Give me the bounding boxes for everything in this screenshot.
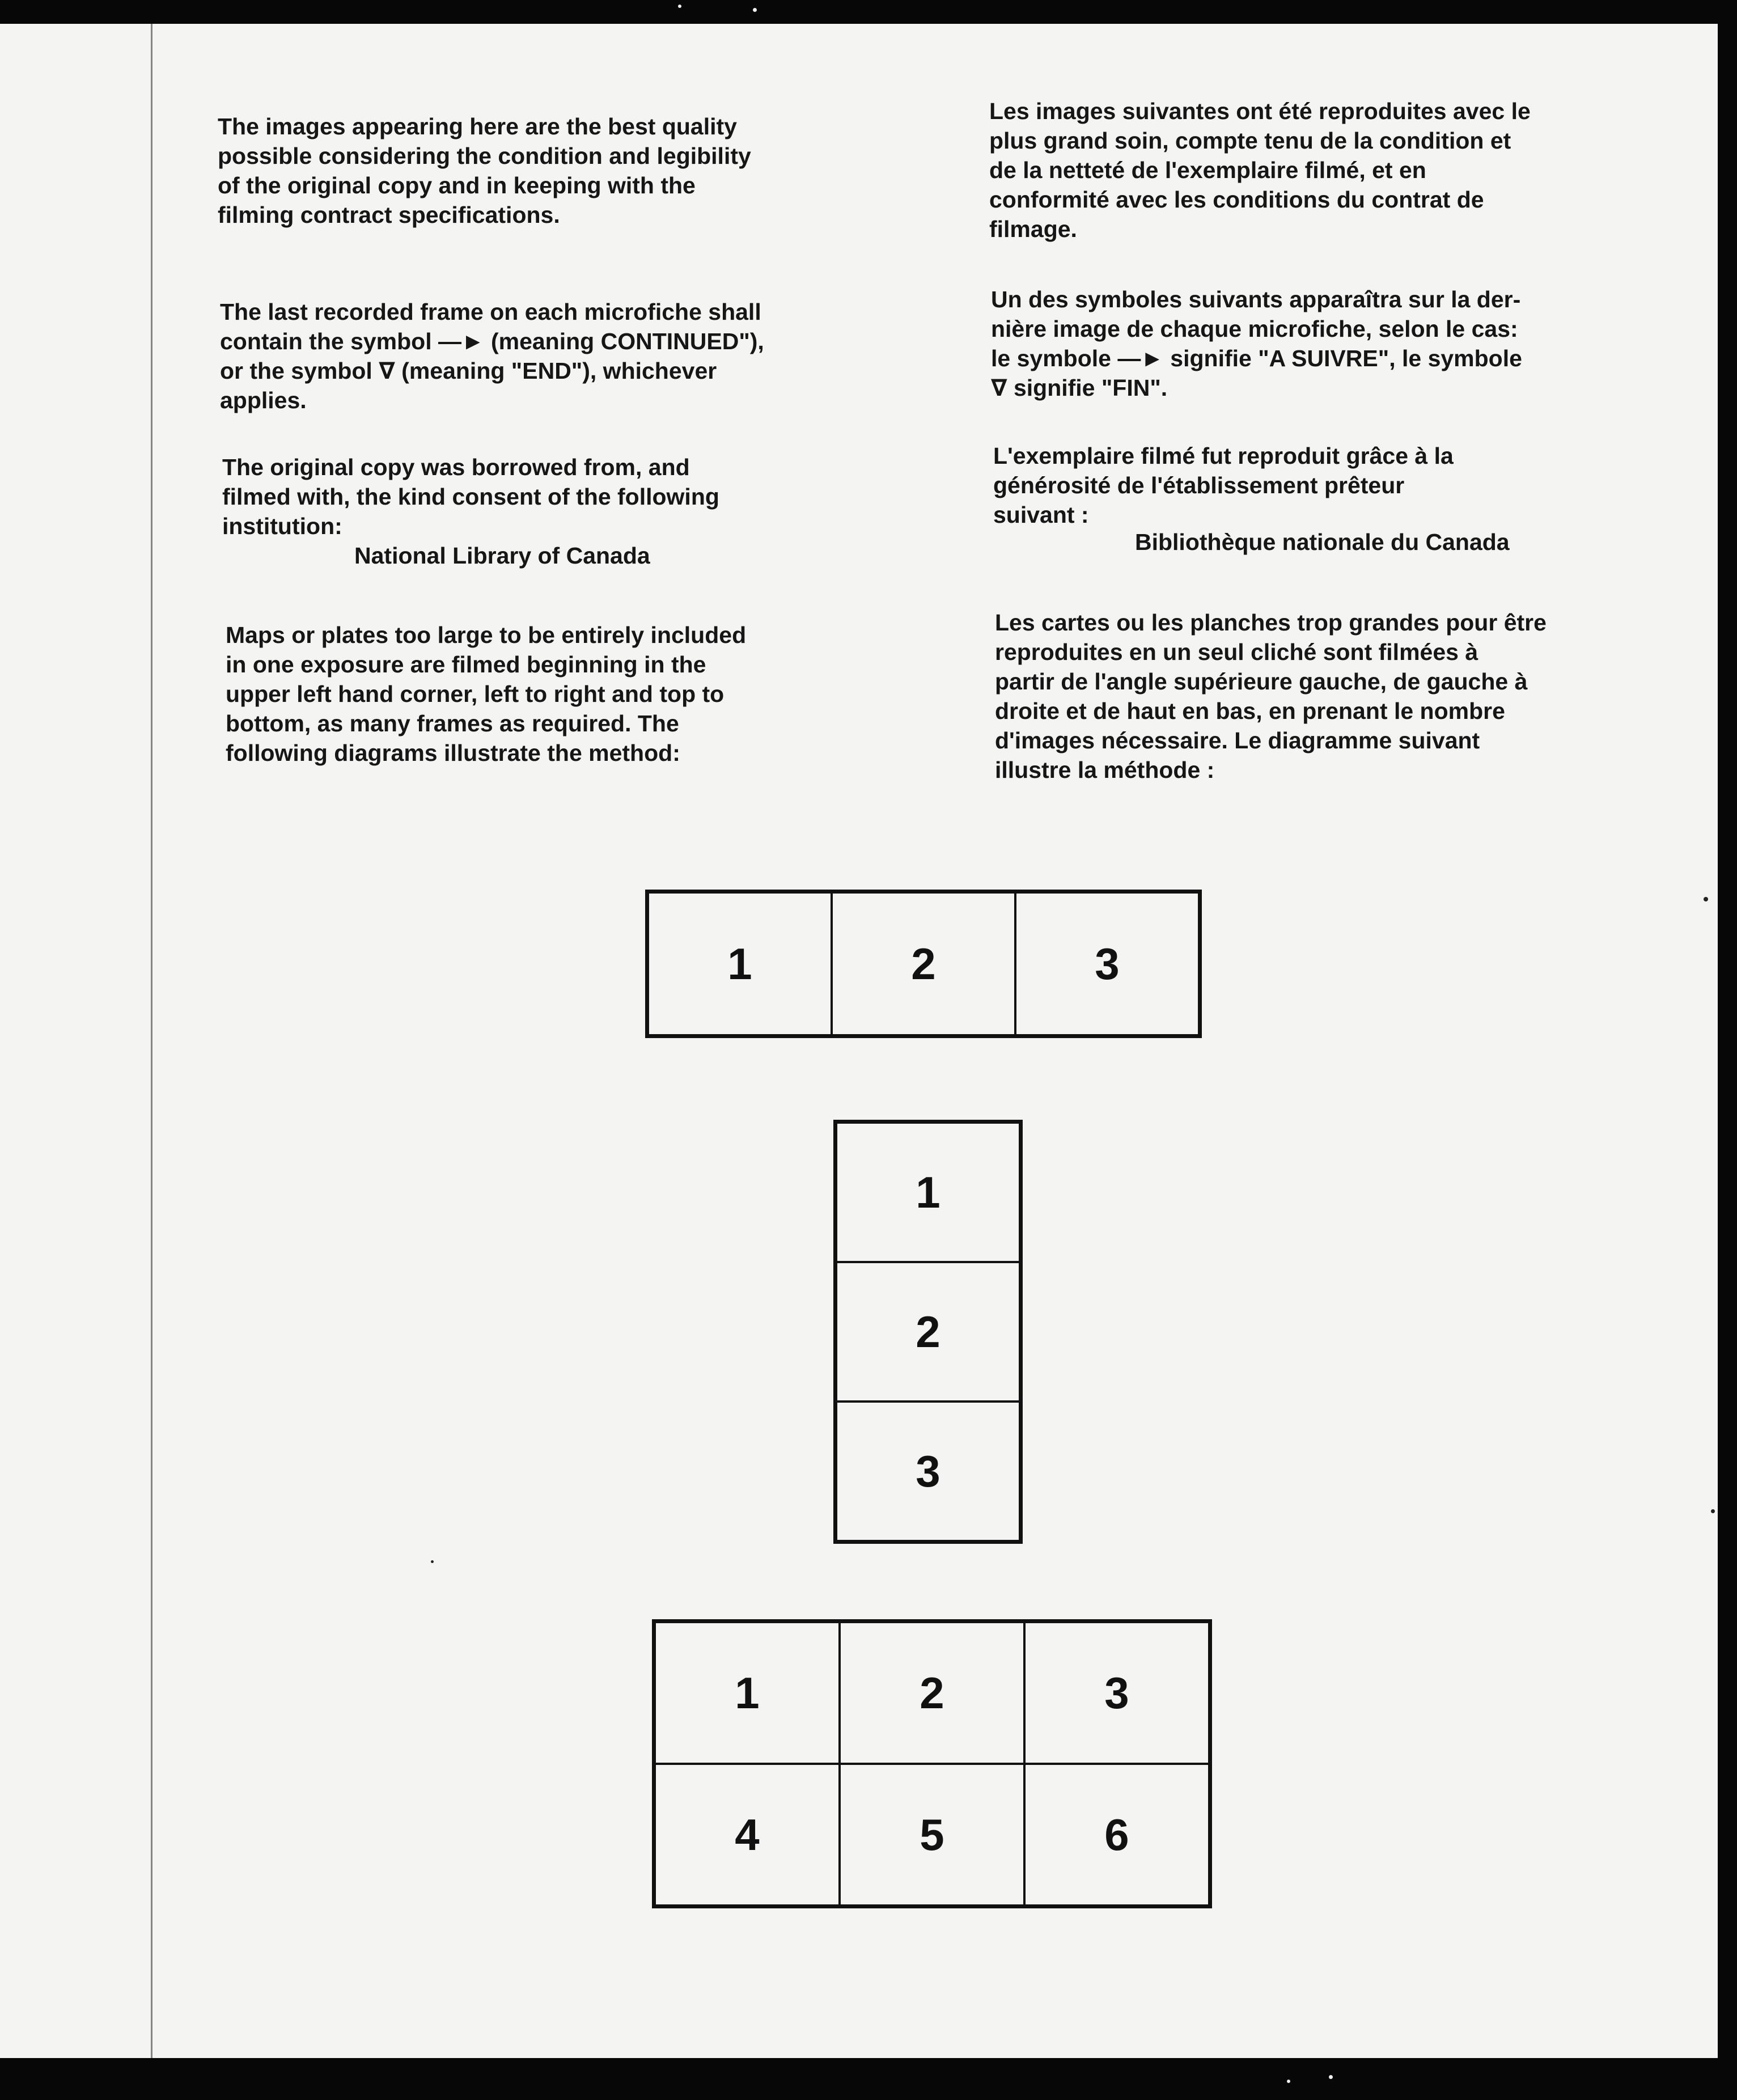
- frame-cell: 2: [840, 1622, 1024, 1764]
- english-institution-name: National Library of Canada: [354, 543, 650, 569]
- frame-cell: 3: [1015, 892, 1199, 1035]
- scan-speck: [678, 5, 681, 8]
- frame-cell: 2: [836, 1262, 1020, 1402]
- frame-cell: 1: [655, 1622, 840, 1764]
- french-institution-name: Bibliothèque nationale du Canada: [1135, 529, 1510, 555]
- frame-cell: 4: [655, 1764, 840, 1906]
- diagram-grid-3x2: [652, 1619, 1212, 1908]
- frame-cell: 5: [840, 1764, 1024, 1906]
- scan-speck: [431, 1560, 434, 1563]
- frame-cell: 3: [836, 1402, 1020, 1541]
- english-paragraph-original-copy: The original copy was borrowed from, and filmed with, the kind consent of the following institution:: [222, 454, 719, 539]
- english-paragraph-symbols: The last recorded frame on each microfiche shall contain the symbol —► (meaning CONTINUED"), or the symbol ∇ (meaning "END"), whichever applies.: [220, 299, 764, 413]
- scan-speck: [1329, 2075, 1333, 2079]
- frame-cell: 1: [648, 892, 832, 1035]
- french-paragraph-maps: Les cartes ou les planches trop grandes pour être reproduites en un seul cliché sont filmées à partir de l'angle supérieure gauche, de gauche à droite et de haut en bas, en prenant le nombre d'images nécessaire. Le diagramme suivant illustre la méthode :: [995, 609, 1547, 783]
- frame-cell: 1: [836, 1123, 1020, 1262]
- left-margin-line: [151, 24, 152, 2058]
- english-paragraph-maps: Maps or plates too large to be entirely included in one exposure are filmed beginning in the upper left hand corner, left to right and top to bottom, as many frames as required. The following diagrams illustrate the method:: [226, 622, 747, 766]
- french-paragraph-symbols: Un des symboles suivants apparaîtra sur la der- nière image de chaque microfiche, selon le cas: le symbole —► signifie "A SUIVRE", le symbole ∇ signifie "FIN".: [991, 286, 1522, 401]
- scan-speck: [753, 8, 757, 12]
- french-paragraph-quality: Les images suivantes ont été reproduites avec le plus grand soin, compte tenu de la condition et de la netteté de l'exemplaire filmé, et en conformité avec les conditions du contrat de filmage.: [989, 98, 1531, 242]
- frame-cell: 3: [1024, 1622, 1209, 1764]
- diagram-horizontal-strip: [645, 890, 1202, 1038]
- english-paragraph-quality: The images appearing here are the best quality possible considering the condition and legibility of the original copy and in keeping with the filming contract specifications.: [218, 113, 751, 228]
- diagram-vertical-strip: [833, 1120, 1023, 1544]
- scan-speck: [1287, 2080, 1290, 2083]
- frame-cell: 6: [1024, 1764, 1209, 1906]
- document-page: [0, 24, 1718, 2058]
- scan-speck: [1711, 1509, 1715, 1513]
- french-paragraph-original-copy: L'exemplaire filmé fut reproduit grâce à la générosité de l'établissement prêteur suivant :: [993, 443, 1454, 528]
- scan-speck: [1704, 897, 1708, 901]
- frame-cell: 2: [832, 892, 1015, 1035]
